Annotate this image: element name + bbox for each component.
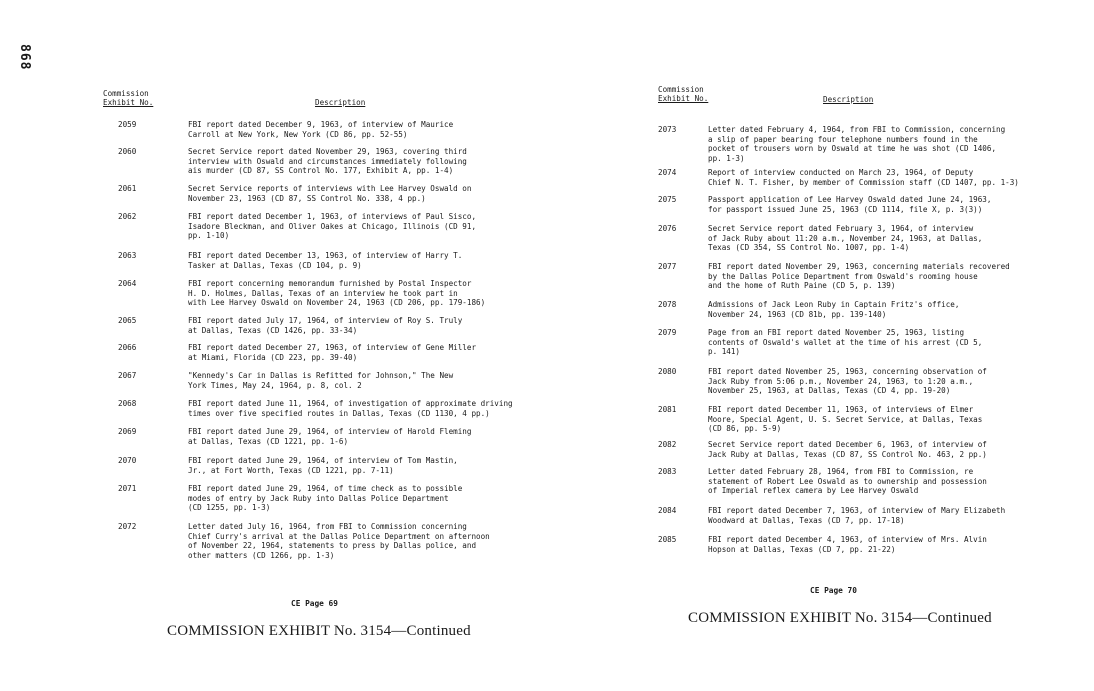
description-line: FBI report dated November 29, 1963, concerning materials recovered — [708, 262, 1010, 271]
description-line: Jack Ruby from 5:06 p.m., November 24, 1963, to 1:20 a.m., — [708, 376, 974, 386]
exhibit-description — [708, 262, 1063, 291]
description-line: Tasker at Dallas, Texas (CD 104, p. 9) — [188, 260, 362, 270]
exhibit-number: 2059 — [118, 120, 137, 129]
exhibit-no-header: Commission Exhibit No. — [658, 85, 709, 103]
exhibit-number: 2069 — [118, 427, 137, 436]
description-line: and the home of Ruth Paine (CD 5, p. 139) — [708, 281, 896, 291]
description-line: with Lee Harvey Oswald on November 24, 1963 (CD 206, pp. 179-186) — [188, 298, 486, 308]
exhibit-number: 2064 — [118, 279, 137, 288]
description-line: H. D. Holmes, Dallas, Texas of an interview he took part in — [188, 288, 458, 298]
exhibit-description — [708, 125, 1063, 163]
exhibit-number: 2074 — [658, 168, 677, 177]
description-line: "Kennedy's Car in Dallas is Refitted for Johnson," The New — [188, 371, 454, 380]
exhibit-number: 2083 — [658, 467, 677, 476]
description-line: other matters (CD 1266, pp. 1-3) — [188, 550, 335, 560]
description-line: Letter dated February 4, 1964, from FBI to Commission, concerning — [708, 125, 1006, 134]
description-line: pp. 1-10) — [188, 231, 230, 241]
exhibit-description — [708, 224, 1063, 253]
exhibit-number: 2081 — [658, 405, 677, 414]
description-line: Hopson at Dallas, Texas (CD 7, pp. 21-22) — [708, 544, 896, 554]
description-line: Letter dated February 28, 1964, from FBI to Commission, re — [708, 467, 974, 476]
description-line: of Jack Ruby about 11:20 a.m., November 24, 1963, at Dallas, — [708, 233, 983, 243]
description-line: Carroll at New York, New York (CD 86, pp. 52-55) — [188, 129, 408, 139]
description-line: York Times, May 24, 1964, p. 8, col. 2 — [188, 380, 362, 390]
description-line: at Miami, Florida (CD 223, pp. 39-40) — [188, 352, 358, 362]
description-line: FBI report dated June 29, 1964, of interview of Tom Mastin, — [188, 456, 458, 465]
exhibit-number: 2084 — [658, 506, 677, 515]
page-number: 868 — [17, 44, 32, 71]
exhibit-number: 2075 — [658, 195, 677, 204]
description-line: Admissions of Jack Leon Ruby in Captain Fritz's office, — [708, 300, 960, 309]
description-line: FBI report dated December 1, 1963, of interviews of Paul Sisco, — [188, 212, 477, 221]
exhibit-description — [188, 427, 543, 446]
description-line: Secret Service report dated February 3, 1964, of interview — [708, 224, 974, 233]
exhibit-number: 2067 — [118, 371, 137, 380]
description-line: interview with Oswald and circumstances immediately following — [188, 156, 467, 166]
exhibit-description — [708, 328, 1063, 357]
description-line: by the Dallas Police Department from Oswald's rooming house — [708, 271, 978, 281]
description-line: Jr., at Fort Worth, Texas (CD 1221, pp. 7-11) — [188, 465, 394, 475]
exhibit-number: 2061 — [118, 184, 137, 193]
exhibit-number: 2060 — [118, 147, 137, 156]
exhibit-description — [188, 316, 543, 335]
exhibit-number: 2062 — [118, 212, 137, 221]
description-line: ais murder (CD 87, SS Control No. 177, Exhibit A, pp. 1-4) — [188, 166, 454, 176]
description-line: modes of entry by Jack Ruby into Dallas Police Department — [188, 493, 449, 503]
description-line: of November 22, 1964, statements to press by Dallas police, and — [188, 541, 477, 551]
ce-page-label: CE Page 69 — [291, 599, 338, 608]
exhibit-description — [708, 535, 1063, 554]
exhibit-description — [188, 343, 543, 362]
exhibit-description — [708, 405, 1063, 434]
exhibit-description — [188, 456, 543, 475]
exhibit-number: 2070 — [118, 456, 137, 465]
description-line: Moore, Special Agent, U. S. Secret Service, at Dallas, Texas — [708, 414, 983, 424]
exhibit-number: 2068 — [118, 399, 137, 408]
exhibit-no-header: Commission Exhibit No. — [103, 89, 154, 107]
description-header: Description — [823, 95, 874, 104]
description-line: Page from an FBI report dated November 25, 1963, listing — [708, 328, 965, 337]
exhibit-description — [708, 300, 1063, 319]
ce-page-label: CE Page 70 — [810, 586, 857, 595]
description-line: at Dallas, Texas (CD 1426, pp. 33-34) — [188, 325, 358, 335]
description-line: Report of interview conducted on March 23, 1964, of Deputy — [708, 168, 974, 177]
description-line: FBI report dated June 29, 1964, of time check as to possible — [188, 484, 463, 493]
description-line: pocket of trousers worn by Oswald at time he was shot (CD 1406, — [708, 144, 997, 154]
description-line: FBI report dated November 25, 1963, concerning observation of — [708, 367, 987, 376]
exhibit-description — [188, 184, 543, 203]
description-line: statement of Robert Lee Oswald as to ownership and possession — [708, 476, 987, 486]
description-line: FBI report dated December 7, 1963, of interview of Mary Elizabeth — [708, 506, 1006, 515]
description-line: (CD 86, pp. 5-9) — [708, 424, 782, 434]
exhibit-description — [708, 467, 1063, 496]
description-line: times over five specified routes in Dallas, Texas (CD 1130, 4 pp.) — [188, 408, 490, 418]
description-line: FBI report dated July 17, 1964, of interview of Roy S. Truly — [188, 316, 463, 325]
exhibit-number: 2073 — [658, 125, 677, 134]
description-line: contents of Oswald's wallet at the time of his arrest (CD 5, — [708, 337, 983, 347]
exhibit-number: 2080 — [658, 367, 677, 376]
description-line: November 23, 1963 (CD 87, SS Control No. 338, 4 pp.) — [188, 193, 426, 203]
description-line: of Imperial reflex camera by Lee Harvey Oswald — [708, 486, 919, 496]
exhibit-description — [708, 367, 1063, 396]
exhibit-caption: COMMISSION EXHIBIT No. 3154—Continued — [688, 610, 992, 626]
exhibit-number: 2071 — [118, 484, 137, 493]
description-line: Jack Ruby at Dallas, Texas (CD 87, SS Control No. 463, 2 pp.) — [708, 449, 987, 459]
exhibit-description — [188, 251, 543, 270]
description-line: (CD 1255, pp. 1-3) — [188, 503, 271, 513]
description-line: p. 141) — [708, 347, 741, 357]
description-line: FBI report dated December 9, 1963, of interview of Maurice — [188, 120, 454, 129]
description-line: FBI report dated December 27, 1963, of interview of Gene Miller — [188, 343, 477, 352]
description-line: November 25, 1963, at Dallas, Texas (CD 4, pp. 19-20) — [708, 386, 951, 396]
exhibit-number: 2085 — [658, 535, 677, 544]
description-line: FBI report dated June 29, 1964, of interview of Harold Fleming — [188, 427, 472, 436]
description-line: pp. 1-3) — [708, 153, 745, 163]
description-line: Texas (CD 354, SS Control No. 1007, pp. 1-4) — [708, 243, 910, 253]
description-line: Secret Service report dated December 6, 1963, of interview of — [708, 440, 987, 449]
exhibit-number: 2066 — [118, 343, 137, 352]
exhibit-number: 2072 — [118, 522, 137, 531]
description-line: Letter dated July 16, 1964, from FBI to Commission concerning — [188, 522, 467, 531]
description-line: Woodward at Dallas, Texas (CD 7, pp. 17-18) — [708, 515, 905, 525]
exhibit-number: 2082 — [658, 440, 677, 449]
exhibit-number: 2076 — [658, 224, 677, 233]
description-line: Chief N. T. Fisher, by member of Commission staff (CD 1407, pp. 1-3) — [708, 177, 1019, 187]
description-line: FBI report dated June 11, 1964, of investigation of approximate driving — [188, 399, 513, 408]
exhibit-description — [708, 440, 1063, 459]
exhibit-description — [708, 195, 1063, 214]
exhibit-number: 2065 — [118, 316, 137, 325]
description-line: for passport issued June 25, 1963 (CD 1114, file X, p. 3(3)) — [708, 204, 983, 214]
description-line: Secret Service reports of interviews with Lee Harvey Oswald on — [188, 184, 472, 193]
exhibit-number: 2077 — [658, 262, 677, 271]
exhibit-description — [188, 399, 543, 418]
description-line: FBI report concerning memorandum furnished by Postal Inspector — [188, 279, 472, 288]
exhibit-description — [188, 484, 543, 513]
exhibit-number: 2078 — [658, 300, 677, 309]
description-header: Description — [315, 98, 366, 107]
description-line: FBI report dated December 13, 1963, of interview of Harry T. — [188, 251, 463, 260]
exhibit-description — [188, 120, 543, 139]
description-line: at Dallas, Texas (CD 1221, pp. 1-6) — [188, 436, 349, 446]
exhibit-description — [188, 522, 543, 560]
exhibit-number: 2063 — [118, 251, 137, 260]
description-line: Secret Service report dated November 29, 1963, covering third — [188, 147, 467, 156]
description-line: Passport application of Lee Harvey Oswald dated June 24, 1963, — [708, 195, 992, 204]
exhibit-number: 2079 — [658, 328, 677, 337]
exhibit-description — [188, 147, 543, 176]
exhibit-description — [188, 279, 543, 308]
exhibit-description — [188, 371, 543, 390]
description-line: Isadore Bleckman, and Oliver Oakes at Chicago, Illinois (CD 91, — [188, 221, 477, 231]
description-line: FBI report dated December 11, 1963, of interviews of Elmer — [708, 405, 974, 414]
exhibit-caption: COMMISSION EXHIBIT No. 3154—Continued — [167, 623, 471, 639]
exhibit-description — [708, 506, 1063, 525]
description-line: Chief Curry's arrival at the Dallas Police Department on afternoon — [188, 531, 490, 541]
description-line: a slip of paper bearing four telephone numbers found in the — [708, 134, 978, 144]
exhibit-description — [188, 212, 543, 241]
description-line: November 24, 1963 (CD 81b, pp. 139-140) — [708, 309, 887, 319]
description-line: FBI report dated December 4, 1963, of interview of Mrs. Alvin — [708, 535, 987, 544]
exhibit-description — [708, 168, 1063, 187]
